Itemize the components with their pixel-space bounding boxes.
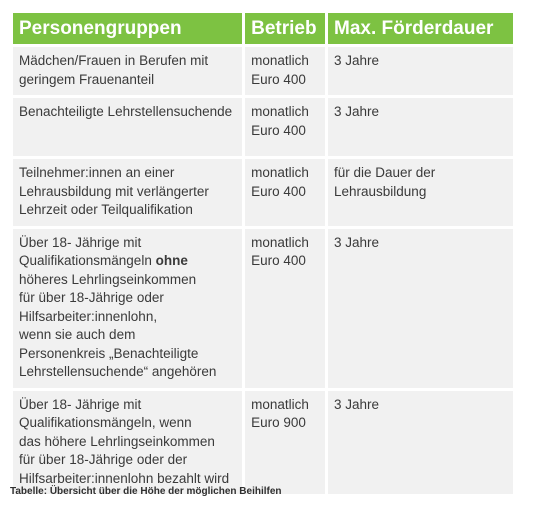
cell-text: Hilfsarbeiter:innenlohn bezahlt wird bbox=[19, 470, 230, 486]
cell-text: Personenkreis „Benachteiligte bbox=[19, 345, 199, 361]
cell-group bbox=[13, 229, 242, 388]
cell-text: 3 Jahre bbox=[334, 396, 380, 412]
cell-text: monatlich bbox=[251, 165, 309, 180]
cell-text: monatlich bbox=[251, 234, 309, 250]
cell-text: Mädchen/Frauen in Berufen mit bbox=[19, 53, 209, 68]
cell-text: Lehrausbildung mit verlängerter bbox=[19, 183, 209, 199]
cell-text: für die Dauer der bbox=[334, 165, 436, 180]
cell-company bbox=[245, 98, 325, 156]
cell-text: höheres Lehrlingseinkommen bbox=[19, 271, 197, 287]
cell-text: Euro 400 bbox=[251, 253, 306, 268]
cell-company bbox=[245, 229, 325, 388]
funding-table bbox=[10, 10, 516, 497]
header-max-foerderdauer: Max. Förderdauer bbox=[328, 13, 513, 44]
cell-company bbox=[245, 159, 325, 226]
cell-text: wenn sie auch dem bbox=[19, 327, 136, 342]
cell-text: Lehrstellensuchende“ angehören bbox=[19, 364, 217, 379]
cell-text: Lehrausbildung bbox=[334, 183, 427, 199]
header-betrieb: Betrieb bbox=[245, 13, 325, 44]
cell-text: für über 18-Jährige oder der bbox=[19, 452, 188, 467]
table-caption: Tabelle: Übersicht über die Höhe der möglichen Beihilfen bbox=[10, 486, 282, 497]
cell-company bbox=[245, 47, 325, 95]
cell-text: Teilnehmer:innen an einer bbox=[19, 165, 175, 180]
cell-duration bbox=[328, 229, 513, 388]
table-header-row bbox=[13, 13, 513, 44]
cell-group bbox=[13, 391, 242, 495]
cell-text: geringem Frauenanteil bbox=[19, 71, 155, 87]
cell-text: 3 Jahre bbox=[334, 104, 380, 119]
cell-text: Euro 400 bbox=[251, 71, 306, 87]
cell-duration bbox=[328, 98, 513, 156]
table-row bbox=[13, 98, 513, 156]
cell-group bbox=[13, 159, 242, 226]
cell-text: Euro 400 bbox=[251, 183, 306, 199]
cell-text: Lehrzeit oder Teilqualifikation bbox=[19, 202, 193, 217]
cell-text: das höhere Lehrlingseinkommen bbox=[19, 433, 215, 449]
cell-text: für über 18-Jährige oder bbox=[19, 290, 164, 305]
table-row bbox=[13, 159, 513, 226]
cell-text: 3 Jahre bbox=[334, 53, 380, 68]
cell-text: Euro 400 bbox=[251, 122, 306, 138]
cell-text: Über 18- Jährige mit bbox=[19, 234, 142, 250]
table-row bbox=[13, 391, 513, 495]
cell-company bbox=[245, 391, 325, 495]
cell-text: monatlich bbox=[251, 396, 309, 412]
cell-text-part: Qualifikationsmängeln bbox=[19, 253, 156, 268]
cell-duration bbox=[328, 391, 513, 495]
cell-text: monatlich bbox=[251, 53, 309, 68]
table-row bbox=[13, 47, 513, 95]
cell-text: Qualifikationsmängeln, wenn bbox=[19, 415, 192, 430]
cell-duration bbox=[328, 47, 513, 95]
cell-text: Hilfsarbeiter:innenlohn, bbox=[19, 308, 158, 324]
cell-group bbox=[13, 98, 242, 156]
cell-text: 3 Jahre bbox=[334, 234, 380, 250]
cell-text: Benachteiligte Lehrstellensuchende bbox=[19, 104, 233, 119]
cell-text bbox=[19, 252, 236, 271]
header-personengruppen: Personengruppen bbox=[13, 13, 242, 44]
cell-text: monatlich bbox=[251, 104, 309, 119]
table-row bbox=[13, 229, 513, 388]
cell-group bbox=[13, 47, 242, 95]
emphasis-ohne: ohne bbox=[155, 253, 188, 268]
cell-text: Über 18- Jährige mit bbox=[19, 396, 142, 412]
cell-duration bbox=[328, 159, 513, 226]
cell-text: Euro 900 bbox=[251, 415, 306, 430]
